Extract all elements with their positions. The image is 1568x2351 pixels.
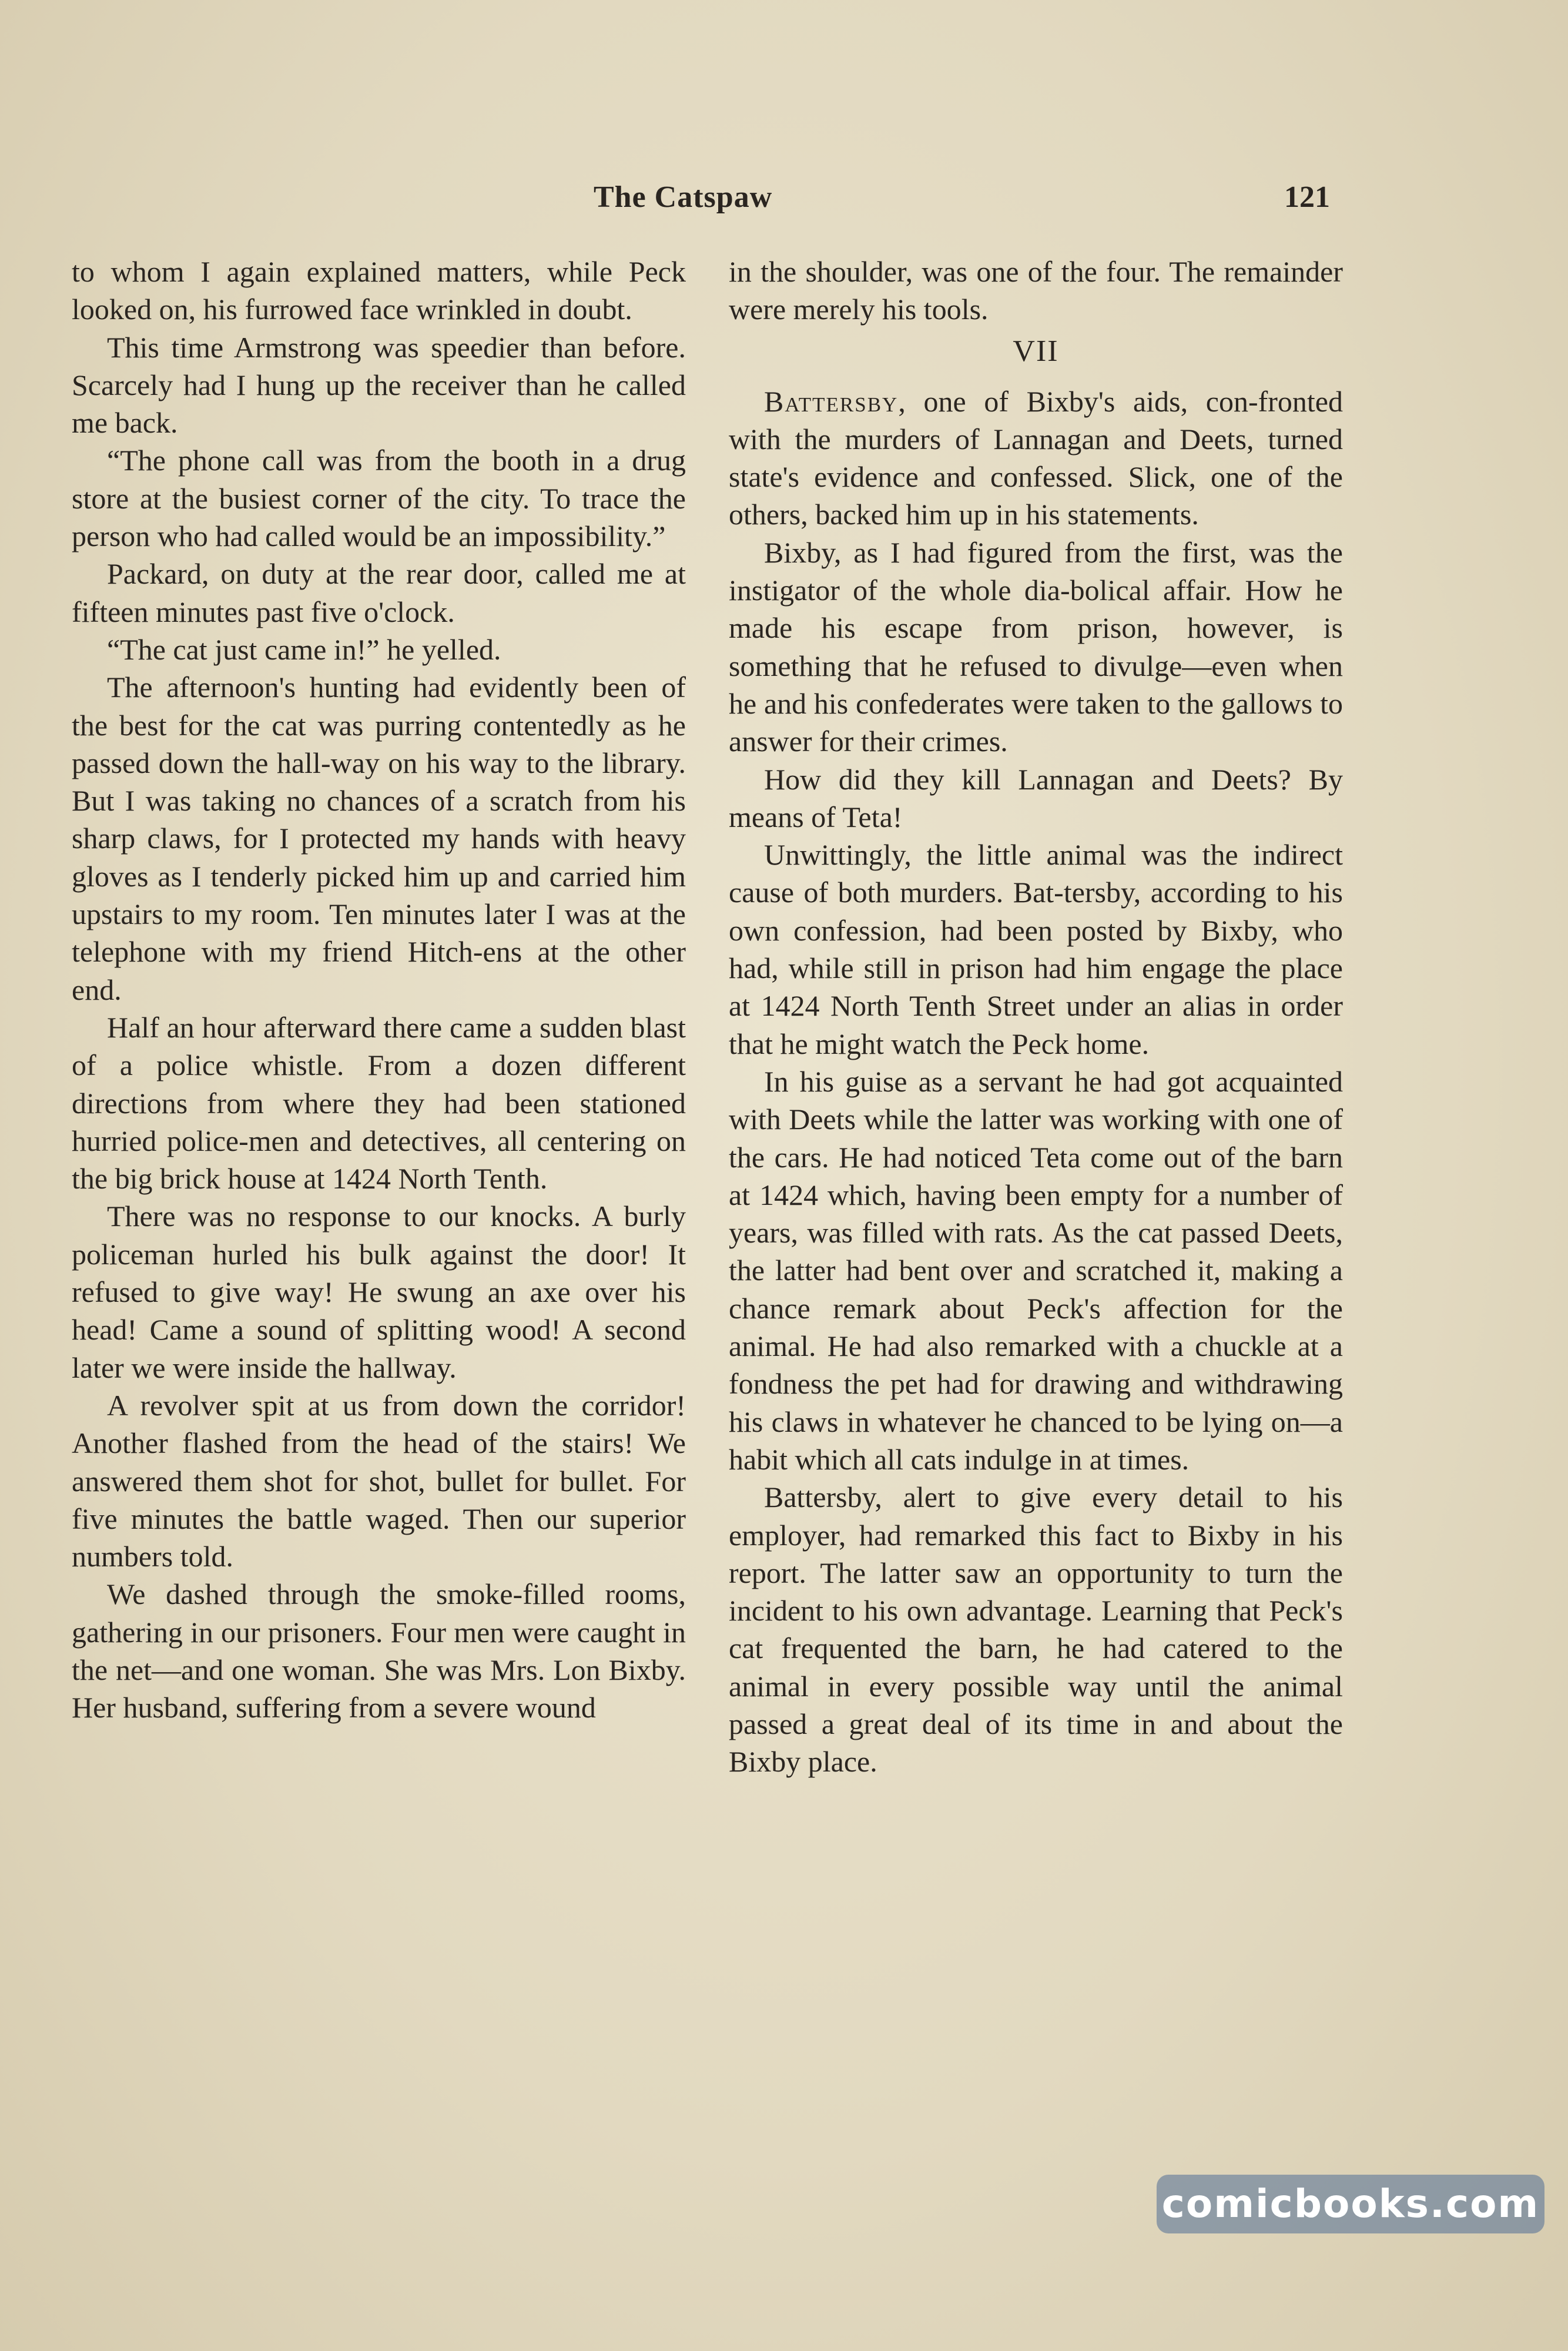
section-first-paragraph-text: , one of Bixby's aids, con-fronted with the murders of Lannagan and Deets, turned state's evidence and confessed. Slick, one of the others, backed him up in his statements. bbox=[729, 384, 1343, 531]
paragraph: Bixby, as I had figured from the first, was the instigator of the whole dia-bolical affair. How he made his escape from prison, however, is something that he refused to divulge—even when he and his confederates were taken to the gallows to answer for their crimes. bbox=[729, 535, 1343, 758]
section-first-paragraph bbox=[729, 383, 1343, 534]
left-column bbox=[72, 253, 686, 1727]
site-watermark: comicbooks.com bbox=[1157, 2175, 1544, 2233]
paragraph: Packard, on duty at the rear door, called me at fifteen minutes past five o'clock. bbox=[72, 557, 686, 628]
paragraph: Half an hour afterward there came a sudden blast of a police whistle. From a dozen different directions from where they had been stationed hurried police-men and detectives, all centering on the big brick house at 1424 North Tenth. bbox=[72, 1010, 686, 1195]
right-column bbox=[729, 253, 1343, 1781]
paragraph: to whom I again explained matters, while Peck looked on, his furrowed face wrinkled in doubt. bbox=[72, 255, 686, 326]
paragraph: Battersby, alert to give every detail to his employer, had remarked this fact to Bixby in his report. The latter saw an opportunity to turn the incident to his own advantage. Learning that Peck's cat frequented the barn, he had catered to the animal in every possible way until the animal passed a great deal of its time in and about the Bixby place. bbox=[729, 1481, 1343, 1779]
page-number: 121 bbox=[1284, 180, 1330, 214]
paragraph: How did they kill Lannagan and Deets? By means of Teta! bbox=[729, 762, 1343, 833]
paragraph: We dashed through the smoke-filled rooms, gathering in our prisoners. Four men were caught in the net—and one woman. She was Mrs. Lon Bixby. Her husband, suffering from a severe wound bbox=[72, 1578, 686, 1724]
section-lead-word: Battersby bbox=[764, 384, 899, 418]
paragraph: A revolver spit at us from down the corridor! Another flashed from the head of the stairs! We answered them shot for shot, bullet for bullet. For five minutes the battle waged. Then our superior numbers told. bbox=[72, 1388, 686, 1573]
paragraph: “The phone call was from the booth in a drug store at the busiest corner of the city. To trace the person who had called would be an impossibility.” bbox=[72, 444, 686, 553]
paragraph: In his guise as a servant he had got acquainted with Deets while the latter was working with one of the cars. He had noticed Teta come out of the barn at 1424 which, having been empty for a number of years, was filled with rats. As the cat passed Deets, the latter had bent over and scratched it, making a chance remark about Peck's affection for the animal. He had also remarked with a chuckle at a fondness the pet had for drawing and withdrawing his claws in whatever he chanced to be lying on—a habit which all cats indulge in at times. bbox=[729, 1064, 1343, 1476]
paragraph: The afternoon's hunting had evidently been of the best for the cat was purring contentedly as he passed down the hall-way on his way to the library. But I was taking no chances of a scratch from his sharp claws, for I protected my hands with heavy gloves as I tenderly picked him up and carried him upstairs to my room. Ten minutes later I was at the telephone with my friend Hitch-ens at the other end. bbox=[72, 671, 686, 1006]
paragraph: This time Armstrong was speedier than before. Scarcely had I hung up the receiver than he called me back. bbox=[72, 330, 686, 440]
page-header bbox=[0, 174, 1568, 221]
paragraph: There was no response to our knocks. A burly policeman hurled his bulk against the door! It refused to give way! He swung an axe over his head! Came a sound of splitting wood! A second later we were inside the hallway. bbox=[72, 1200, 686, 1384]
paragraph: in the shoulder, was one of the four. The remainder were merely his tools. bbox=[729, 255, 1343, 326]
running-title: The Catspaw bbox=[594, 180, 773, 214]
paragraph: Unwittingly, the little animal was the indirect cause of both murders. Bat-tersby, according to his own confession, had been posted by Bixby, who had, while still in prison had him engage the place at 1424 North Tenth Street under an alias in order that he might watch the Peck home. bbox=[729, 838, 1343, 1060]
paragraph: “The cat just came in!” he yelled. bbox=[107, 632, 501, 666]
section-heading: VII bbox=[1013, 334, 1059, 368]
